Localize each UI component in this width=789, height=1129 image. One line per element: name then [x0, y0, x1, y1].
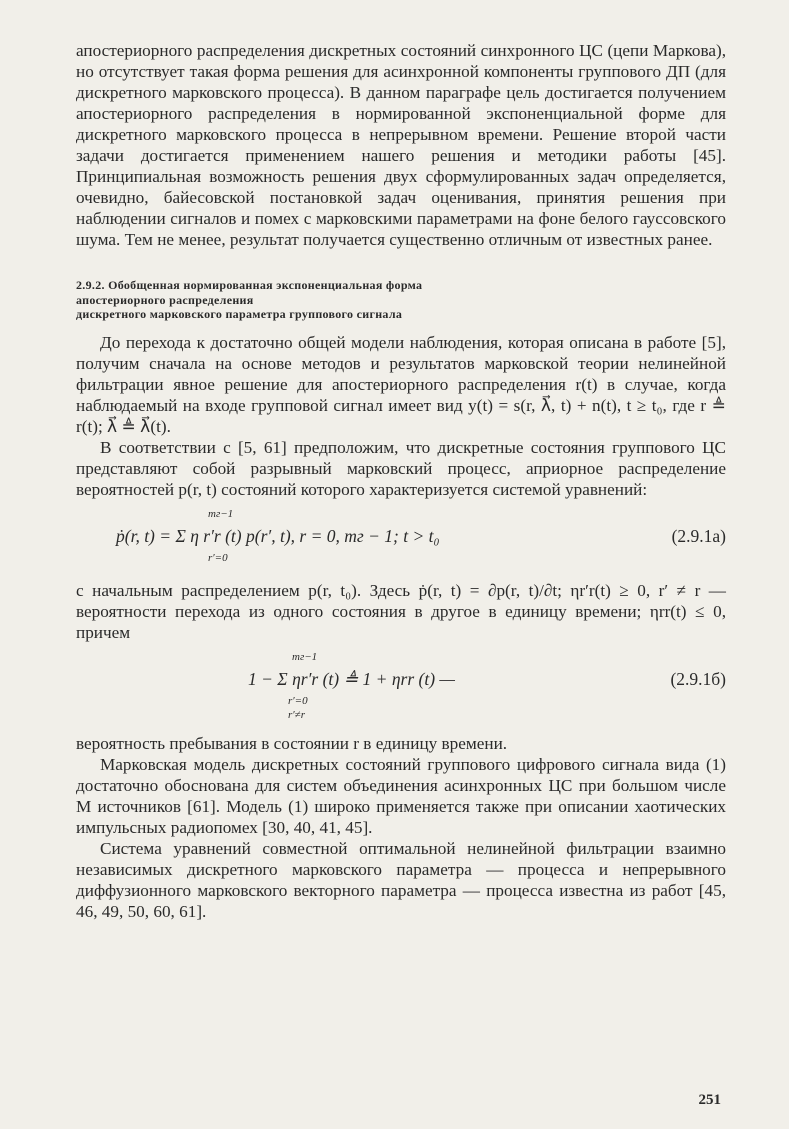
formula-body: 1 − Σ ηr′r (t) ≜ 1 + ηrr (t) —	[248, 668, 455, 689]
paragraph-assumption: В соответствии с [5, 61] предположим, что дискретные состояния группового ЦС представляют собой разрывный марковский процесс, априорное распределение вероятностей p(r, t) состояний которого характеризуется системой уравнений:	[76, 437, 726, 499]
section-heading-line-1: 2.9.2. Обобщенная нормированная экспоненциальная форма	[76, 278, 423, 292]
sum-lower-limit: r′=0	[288, 694, 308, 707]
sum-lower-condition: r′≠r	[288, 708, 306, 721]
formula-2-9-1a	[76, 508, 726, 574]
section-heading-line-3: дискретного марковского параметра группового сигнала	[76, 307, 403, 321]
section-heading-line-2: апостериорного распределения	[76, 292, 254, 307]
formula-2-9-1b	[76, 651, 726, 727]
formula-body: ṗ(r, t) = Σ η r′r (t) p(r′, t), r = 0, mг − 1; t > t₀	[116, 525, 440, 546]
paragraph-intro: апостериорного распределения дискретных состояний синхронного ЦС (цепи Маркова), но отсутствует такая форма решения для асинхронной компоненты группового ДП (для дискретного марковского процесса). В данном параграфе цель достигается получением апостериорного распределения в нормированной экспоненциальной форме для дискретного марковского процесса в непрерывном времени. Решение второй части задачи достигается применением нашего решения и методики работы [45]. Принципиальная возможность решения двух сформулированных задач определяется, очевидно, байесовской постановкой задач оценивания, принятия решения при наблюдении сигналов и помех с марковскими параметрами на фоне белого гауссовского шума. Тем не менее, результат получается существенно отличным от известных ранее.	[76, 41, 726, 249]
section-heading	[76, 278, 726, 322]
paragraph-system: Система уравнений совместной оптимальной нелинейной фильтрации взаимно независимых дискретного марковского параметра — процесса и непрерывного диффузионного марковского векторного параметра — процесса известна из работ [45, 46, 49, 50, 60, 61].	[76, 838, 726, 921]
paragraph-markov: Марковская модель дискретных состояний группового цифрового сигнала вида (1) достаточно обоснована для систем объединения асинхронных ЦС при большом числе M источников [61]. Модель (1) широко применяется также при описании хаотических импульсных радиопомех [30, 40, 41, 45].	[76, 754, 726, 837]
paragraph-model: До перехода к достаточно общей модели наблюдения, которая описана в работе [5], получим сначала на основе методов и результатов марковской теории нелинейной фильтрации явное решение для апостериорного распределения r(t) в случае, когда наблюдаемый на входе групповой сигнал имеет вид y(t) = s(r, λ⃗, t) + n(t), t ≥ t₀, где r ≜ r(t); λ⃗ ≜ λ⃗(t).	[76, 332, 726, 436]
equation-number: (2.9.1а)	[671, 525, 726, 546]
sum-upper-limit: mг−1	[292, 650, 318, 663]
paragraph-probability: вероятность пребывания в состоянии r в единицу времени.	[76, 733, 508, 753]
sum-lower-limit: r′=0	[208, 551, 228, 564]
sum-upper-limit: mг−1	[208, 507, 234, 520]
page-number: 251	[698, 1092, 721, 1108]
equation-number: (2.9.1б)	[670, 668, 726, 689]
page-body	[76, 40, 726, 922]
paragraph-transition: с начальным распределением p(r, t₀). Здесь ṗ(r, t) = ∂p(r, t)/∂t; ηr′r(t) ≥ 0, r′ ≠ r — вероятности перехода из одного состояния в другое в единицу времени; ηrr(t) ≤ 0, причем	[76, 580, 726, 642]
